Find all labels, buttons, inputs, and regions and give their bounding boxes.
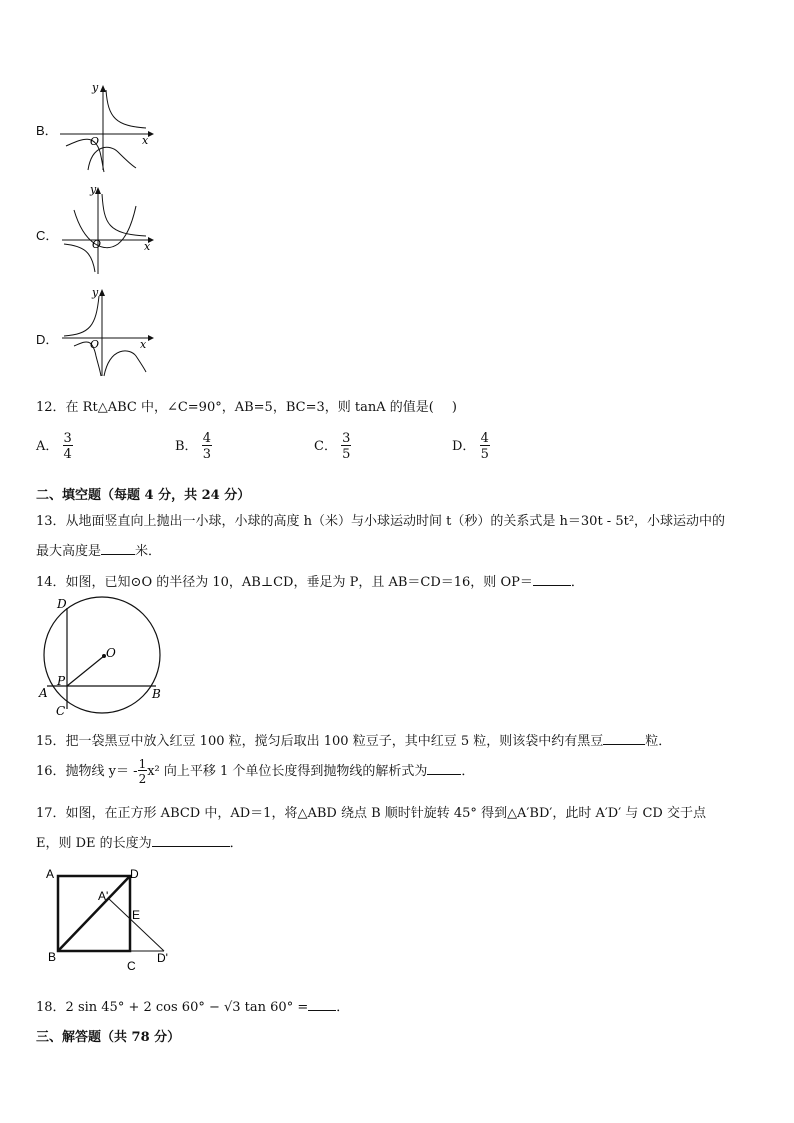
- q12-option-a[interactable]: [36, 432, 73, 461]
- label-b: B: [152, 687, 161, 701]
- answer-blank[interactable]: [101, 554, 135, 555]
- fraction: $\frac{3}{5}$: [342, 431, 351, 462]
- question-13-line2: [36, 540, 161, 559]
- question-14: 14．如图，已知⊙O 的半径为 10，AB⊥CD，垂足为 P，且 AB＝CD＝16，则 OP＝ ．: [36, 575, 584, 590]
- origin-label: O: [92, 238, 102, 251]
- question-text: 在 Rt△ABC 中，∠C=90°，AB=5，BC=3，则 tanA 的值是(: [65, 400, 434, 415]
- parabola-curve: [104, 351, 146, 376]
- fraction: $\frac{3}{4}$: [63, 431, 72, 462]
- circle-diagram: [34, 594, 184, 722]
- x-axis-label: x: [142, 134, 149, 147]
- question-17-line2: E，则 DE 的长度为 ．: [36, 836, 243, 851]
- parabola-curve: [88, 147, 136, 170]
- question-number: 18．: [36, 1000, 66, 1015]
- question-text: x² 向上平移 1 个单位长度得到抛物线的解析式为: [147, 764, 428, 779]
- option-b-label: B．: [36, 123, 58, 138]
- math-expression: 2 sin 45° + 2 cos 60° − √3 tan 60° =: [65, 1000, 309, 1015]
- question-text: 从地面竖直向上抛出一小球，小球的高度 h（米）与小球运动时间 t（秒）的关系式是 h＝30t - 5t²，小球运动中的: [65, 514, 726, 529]
- y-axis-label: y: [92, 81, 99, 94]
- option-label: B．: [175, 439, 198, 454]
- option-d-label: D．: [36, 332, 59, 347]
- answer-blank[interactable]: [427, 774, 461, 775]
- question-17-line1: [36, 802, 706, 821]
- q12-option-d[interactable]: [452, 432, 490, 461]
- question-text: 最大高度是: [36, 544, 102, 559]
- segment-a-prime-d-prime: [108, 898, 164, 951]
- section-3-title: 三、解答题（共 78 分）: [36, 1030, 181, 1045]
- y-axis-label: y: [90, 183, 97, 196]
- fraction: $\frac{1}{2}$: [138, 757, 147, 786]
- label-d: D: [130, 867, 139, 881]
- question-number: 13．: [36, 514, 66, 529]
- question-text: 抛物线 y＝ -: [65, 764, 138, 779]
- question-text: 如图，已知⊙O 的半径为 10，AB⊥CD，垂足为 P，且 AB＝CD＝16，则 OP＝: [65, 575, 533, 590]
- question-number: 15．: [36, 734, 66, 749]
- x-axis-label: x: [144, 240, 151, 253]
- question-number: 17．: [36, 806, 66, 821]
- y-axis-label: y: [92, 286, 99, 299]
- y-axis-arrow: [100, 85, 106, 92]
- label-b: B: [48, 950, 57, 964]
- label-a-prime: A': [98, 889, 109, 903]
- question-text: 把一袋黑豆中放入红豆 100 粒，搅匀后取出 100 粒豆子，其中红豆 5 粒，则该袋中约有黑豆: [65, 734, 604, 749]
- graph-option-c: [60, 184, 160, 276]
- square-rotation-diagram: [40, 862, 180, 976]
- origin-label: O: [90, 135, 100, 148]
- answer-blank[interactable]: [603, 744, 645, 745]
- fraction: $\frac{4}{5}$: [480, 431, 489, 462]
- question-text: 如图，在正方形 ABCD 中，AD＝1，将△ABD 绕点 B 顺时针旋转 45° 得到△A′BD′，此时 A′D′ 与 CD 交于点: [65, 806, 706, 821]
- label-p: P: [57, 674, 66, 688]
- question-number: 14．: [36, 575, 66, 590]
- label-c: C: [127, 959, 136, 973]
- question-text: 米．: [135, 544, 162, 559]
- origin-label: O: [90, 338, 100, 351]
- label-o: O: [106, 646, 116, 660]
- hyperbola-branch: [106, 90, 146, 128]
- diagonal-bd: [58, 876, 130, 951]
- label-d: D: [57, 597, 67, 611]
- graph-option-d: [60, 286, 160, 378]
- x-axis-label: x: [140, 338, 147, 351]
- q12-option-b[interactable]: [175, 432, 212, 461]
- hyperbola-branch: [64, 296, 99, 336]
- question-number: 16．: [36, 764, 66, 779]
- x-axis-arrow: [148, 131, 154, 137]
- fraction: $\frac{4}{3}$: [202, 431, 211, 462]
- hyperbola-branch: [102, 194, 146, 236]
- y-axis-arrow: [99, 289, 105, 296]
- question-18: 18．2 sin 45° + 2 cos 60° − √3 tan 60° = ．: [36, 1000, 350, 1015]
- label-a: A: [39, 686, 48, 700]
- question-13-line1: [36, 510, 725, 529]
- hyperbola-branch: [64, 244, 95, 272]
- q12-option-c[interactable]: [314, 432, 351, 461]
- label-c: C: [56, 704, 66, 718]
- answer-paren-close: ): [451, 400, 457, 415]
- graph-option-b: [58, 82, 158, 174]
- question-text: E，则 DE 的长度为: [36, 836, 152, 851]
- question-number: 12．: [36, 400, 66, 415]
- answer-blank[interactable]: [152, 846, 230, 847]
- parabola-curve: [74, 206, 136, 248]
- answer-blank[interactable]: [308, 1010, 336, 1011]
- x-axis-arrow: [148, 335, 154, 341]
- label-a: A: [46, 867, 55, 881]
- option-c-label: C．: [36, 228, 59, 243]
- circle-o: [44, 597, 160, 713]
- section-2-title: 二、填空题（每题 4 分，共 24 分）: [36, 488, 251, 503]
- option-label: D．: [452, 439, 476, 454]
- label-d-prime: D': [157, 951, 168, 965]
- segment-op: [67, 656, 104, 686]
- answer-blank[interactable]: [533, 585, 571, 586]
- option-label: C．: [314, 439, 337, 454]
- question-12: [36, 396, 457, 415]
- question-15: 15．把一袋黑豆中放入红豆 100 粒，搅匀后取出 100 粒豆子，其中红豆 5 粒，则该袋中约有黑豆 粒．: [36, 734, 672, 749]
- option-label: A．: [36, 439, 59, 454]
- label-e: E: [132, 908, 141, 922]
- question-16: 16．抛物线 y＝ - $\frac{1}{2}$ x² 向上平移 1 个单位长度得到抛物线的解析式为 ．: [36, 757, 475, 786]
